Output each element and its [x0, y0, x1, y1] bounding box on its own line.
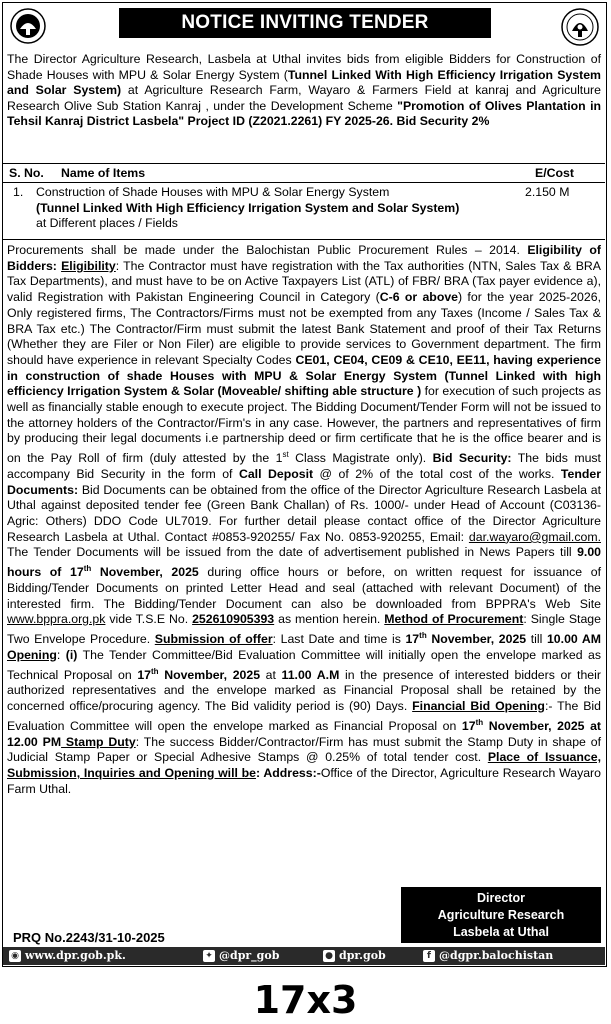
tender-notice — [2, 2, 607, 967]
row-item-name: Construction of Shade Houses with MPU & Solar Energy System (Tunnel Linked With High Efficiency Irrigation System and Solar System) at Different places / Fields — [36, 185, 460, 231]
footer-bar — [3, 947, 605, 965]
government-logo-left — [9, 7, 47, 45]
header-sno: S. No. — [9, 166, 44, 180]
row-cost: 2.150 M — [525, 185, 570, 199]
header-name: Name of Items — [61, 166, 146, 180]
notice-title: NOTICE INVITING TENDER — [119, 8, 491, 38]
email-link[interactable]: dar.wayaro@gmail.com. — [468, 529, 601, 544]
row-sno: 1. — [13, 185, 24, 199]
footer-web: ◉ www.dpr.gob.pk. — [9, 947, 126, 965]
facebook-icon: f — [423, 950, 435, 962]
divider — [3, 239, 605, 240]
signature-block: Director Agriculture Research Lasbela at Uthal — [401, 887, 601, 943]
footer-twitter: ✦ @dpr_gob — [203, 947, 279, 965]
website-link[interactable]: www.bppra.org.pk — [7, 612, 106, 627]
footer-gob: ● dpr.gob — [323, 947, 386, 965]
gob-icon: ● — [323, 950, 335, 962]
footer-facebook: f @dgpr.balochistan — [423, 947, 553, 965]
items-table-header — [3, 163, 605, 183]
prq-number: PRQ No.2243/31-10-2025 — [13, 930, 165, 945]
twitter-icon: ✦ — [203, 950, 215, 962]
intro-paragraph: The Director Agriculture Research, Lasbela at Uthal invites bids from eligible Bidders for Construction of Shade Houses with MPU & Solar Energy System (Tunnel Linked With High Efficiency Irrigation System and Solar System) at Agriculture Research Farm, Wayaro & Farmers Field at kanraj and Agriculture Research Olive Sub Station Kanraj , under the Development Scheme "Promotion of Olives Plantation in Tehsil Kanraj District Lasbela" Project ID (Z2021.2261) FY 2025-26. Bid Security 2% — [7, 52, 601, 129]
government-logo-right — [560, 7, 600, 47]
globe-icon: ◉ — [9, 950, 21, 962]
table-row — [3, 185, 605, 239]
header-cost: E/Cost — [535, 166, 574, 180]
tender-body: Procurements shall be made under the Balochistan Public Procurement Rules – 2014. Eligibility of Bidders: Eligibility: The Contractor must have registration with the Tax authorities (NTN, Sales Tax & BRA Tax Departments), and must have to be on Active Taxpayers List (ATL) of FBR/ BRA (Tax payer evidence a), valid Registration with Pakistan Engineering Council in Category (C-6 or above) for the year 2025-2026, Only registered firms, The Contractors/Firms must not be exempted from any Taxes (Income / Sales Tax & BRA Tax etc.) The Contractor/Firm must submit the latest Bank Statement and proof of their Tax Returns (Whether they are Filer or Non Filer) are eligible to provide services to Government department. The firm should have experience in relevant Specialty Codes CE01, CE04, CE09 & CE10, EE11, having experience in construction of shade Houses with MPU & Solar Energy System (Tunnel Linked with high efficiency Irrigation System & Solar (Moveable/ shifting able structure ) for execution of such projects as well as financially stable enough to execute project. The Bidding Document/Tender Form will not be issued to the attorney holders of the Contractor/Firm's in any case. However, the partners and representatives of firm by producing their legal documents i.e partnership deed or firm certificate that he is the office bearer and is on the Pay Roll of firm (duly attested by the 1st Class Magistrate only). Bid Security: The bids must accompany Bid Security in the form of Call Deposit @ of 2% of the total cost of the works. Tender Documents: Bid Documents can be obtained from the office of the Director Agriculture Research Lasbela at Uthal against deposited tender fee (Green Bank Challan) of Rs. 1000/- under Head of Account (C03136-Agric: Others) DDO Code UL7019. For further detail please contact office of the Director Agriculture Research Lasbela at Uthal. Contact #0853-920255/ Fax No. 0853-920255, Email: dar.wayaro@gmail.com. The Tender Documents will be issued from the date of advertisement published in News Papers till 9.00 hours of 17th November, 2025 during office hours or before, on written request for issuance of Bidding/Tender Documents on printed Letter Head and seal (attached with relevant Document) of the interested firm. The Bidding/Tender Document can also be downloaded from BPPRA's Web Site www.bppra.org.pk vide T.S.E No. 252610905393 as mention herein. Method of Procurement: Single Stage Two Envelope Procedure. Submission of offer: Last Date and time is 17th November, 2025 till 10.00 AM Opening: (i) The Tender Committee/Bid Evaluation Committee will initially open the envelope marked as Technical Proposal on 17th November, 2025 at 11.00 A.M in the presence of interested bidders or their authorized representatives and the envelope marked as Financial Proposal shall be retained by the concerned office/procuring agency. The Bid validity period is (90) Days. Financial Bid Opening:- The Bid Evaluation Committee will open the envelope marked as Financial Proposal on 17th November, 2025 at 12.00 PM Stamp Duty: The success Bidder/Contractor/Firm has must submit the Stamp Duty in shape of Judicial Stamp Paper or Special Adhesive Stamps @ 0.25% of total tender cost. Place of Issuance, Submission, Inquiries and Opening will be: Address:-Office of the Director, Agriculture Research Wayaro Farm Uthal. — [7, 243, 602, 796]
ad-size-label: 17x3 — [253, 978, 358, 1022]
